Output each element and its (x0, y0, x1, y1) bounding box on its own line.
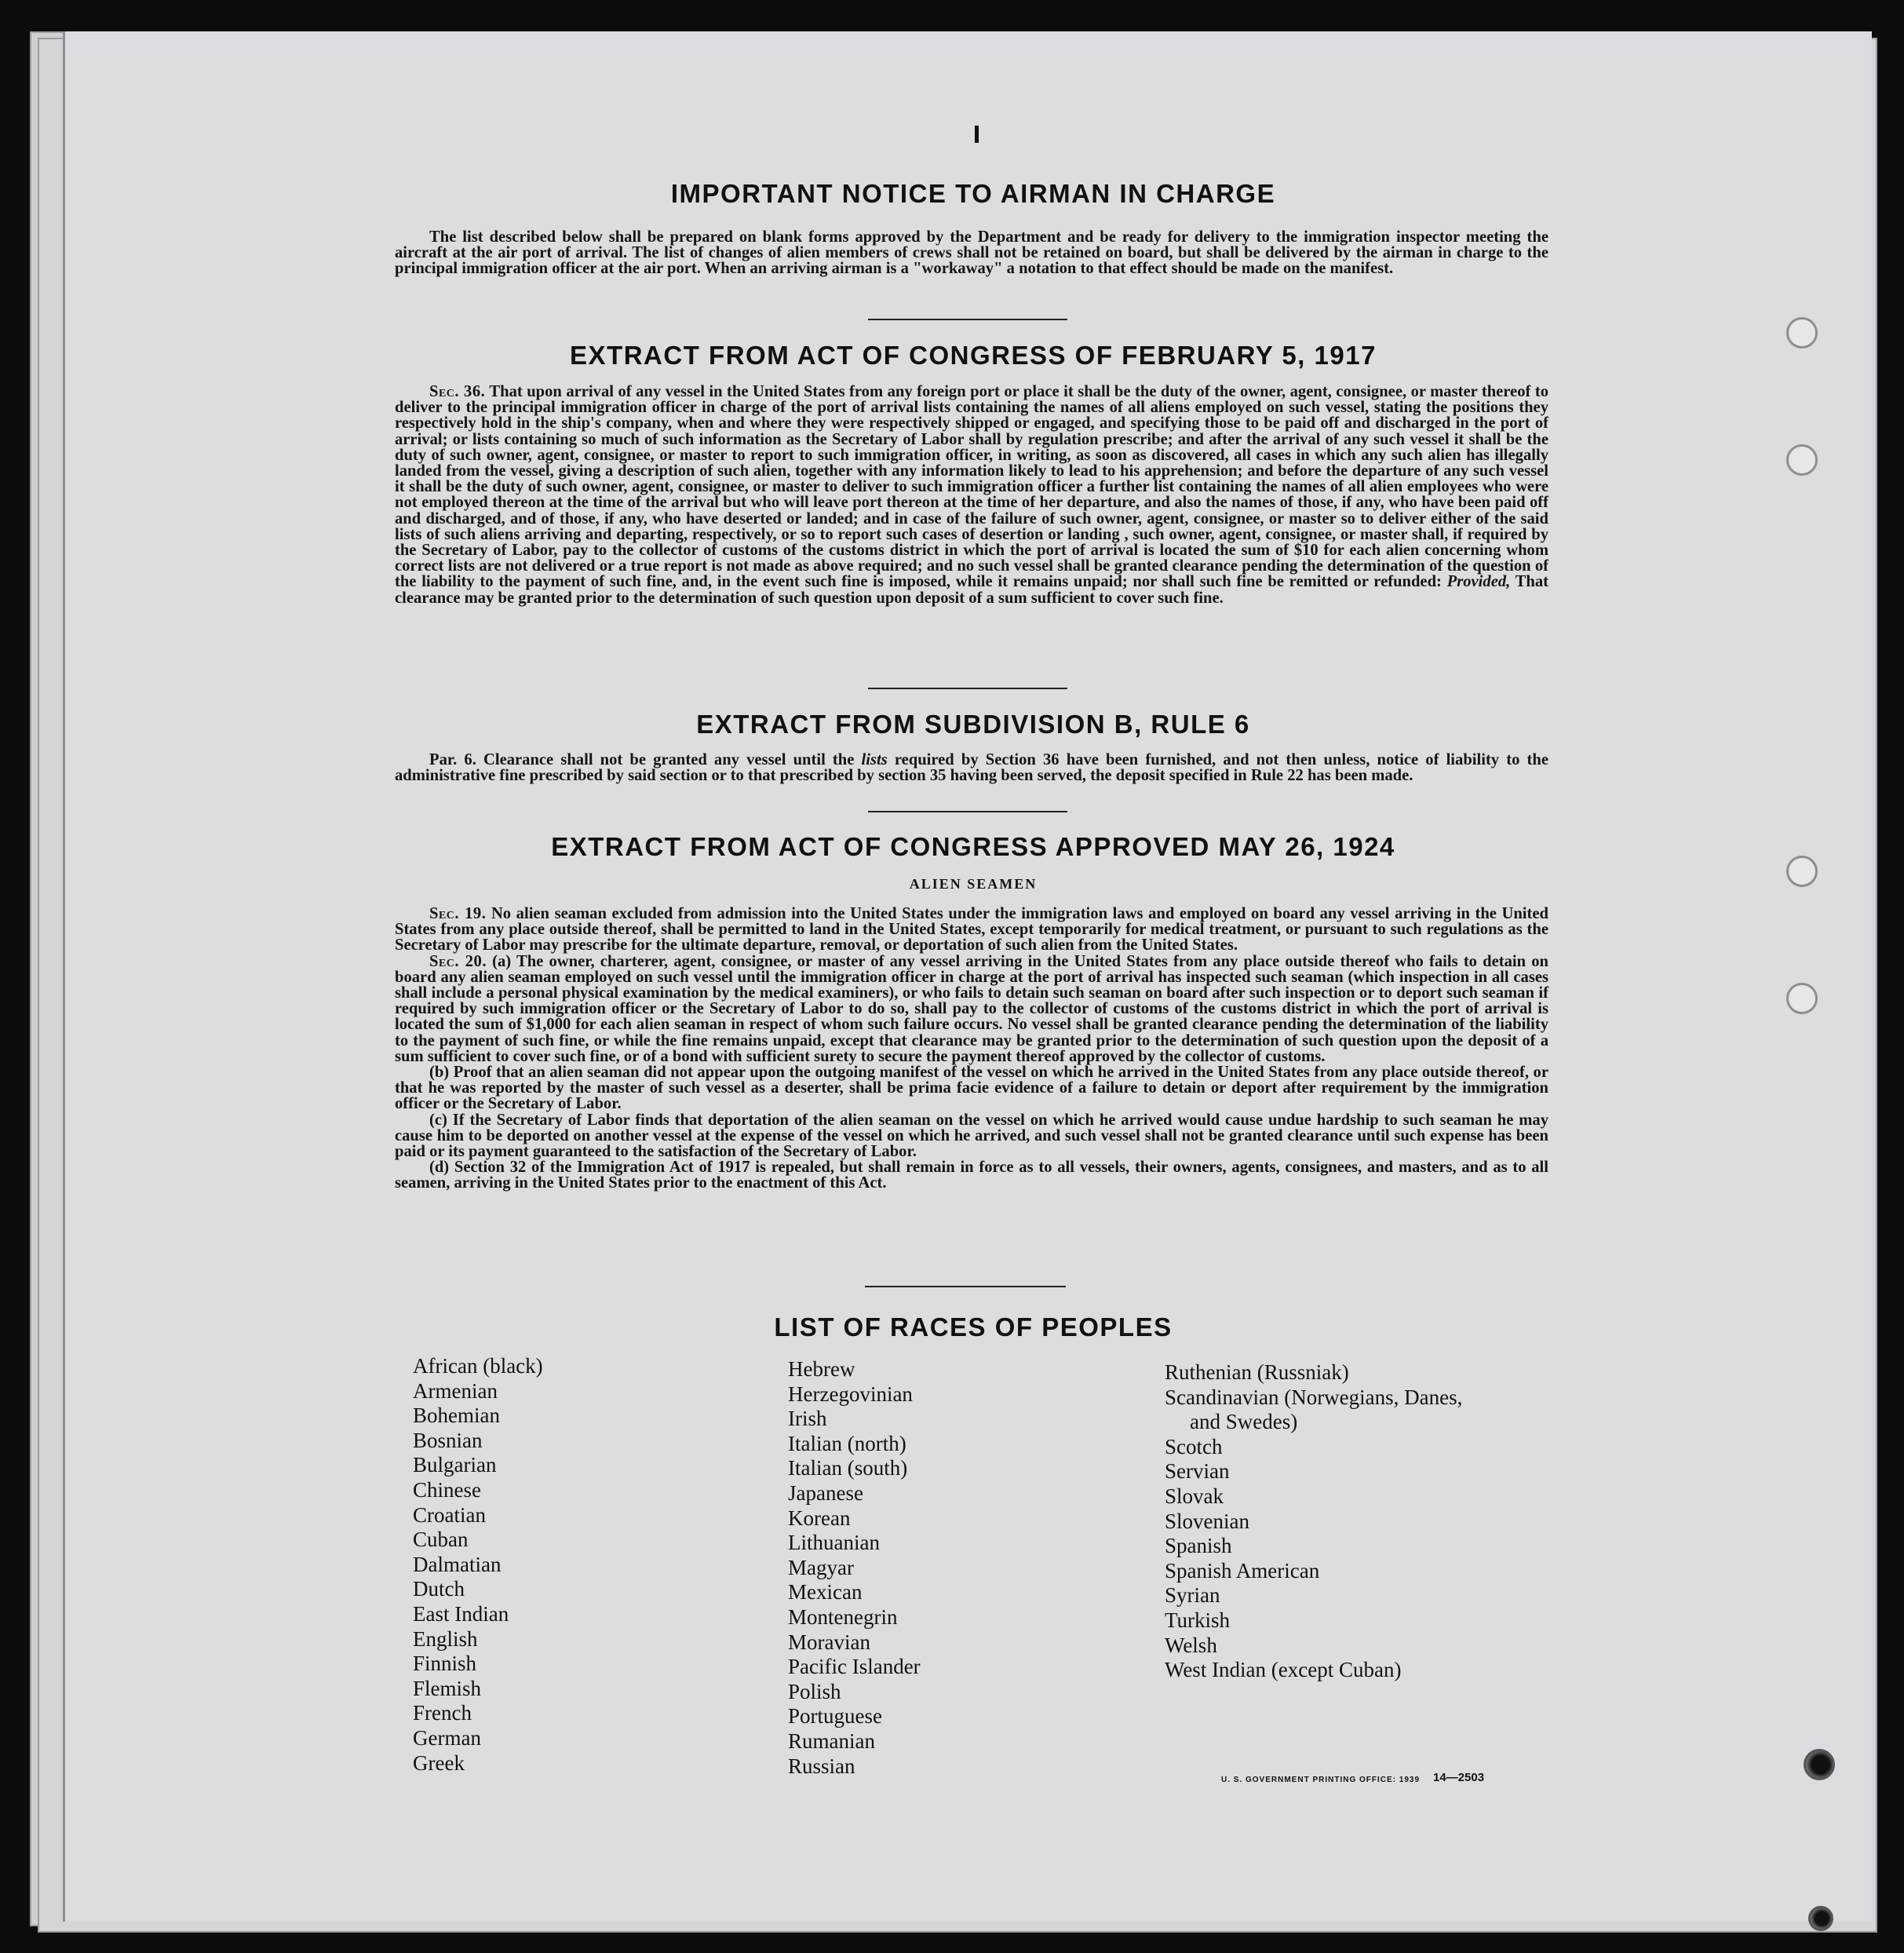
rule-6-text-cont: required by Section 36 have been furnished, and not then unless, notice of liability to the administrative fine prescribed by said section or to that prescribed by section 35 having been served, the deposit specified in Rule 22 has been made. (395, 751, 1548, 785)
race-item: Moravian (788, 1630, 870, 1654)
race-item: Slovak (1165, 1484, 1224, 1508)
alien-seamen-subheading: ALIEN SEAMEN (909, 876, 1038, 892)
act-1917-heading: EXTRACT FROM ACT OF CONGRESS OF FEBRUARY 5, 1917 (570, 341, 1377, 370)
notice-heading: IMPORTANT NOTICE TO AIRMAN IN CHARGE (670, 179, 1276, 208)
race-item: Welsh (1165, 1633, 1217, 1657)
rule-6-heading: EXTRACT FROM SUBDIVISION B, RULE 6 (696, 710, 1250, 739)
race-item: Slovenian (1165, 1509, 1249, 1533)
race-item: Servian (1165, 1459, 1230, 1484)
divider (868, 319, 1067, 320)
race-item: Armenian (413, 1378, 498, 1403)
form-number: 14—2503 (1433, 1771, 1485, 1784)
punch-hole (1786, 317, 1818, 349)
race-item: West Indian (except Cuban) (1165, 1658, 1402, 1682)
top-mark (975, 126, 979, 143)
race-item: Ruthenian (Russniak) (1165, 1360, 1349, 1384)
section-label: Sec. 19. (429, 905, 487, 922)
race-item: Hebrew (788, 1357, 855, 1381)
lists-word: lists (861, 751, 888, 768)
races-column-3 (1165, 1360, 1462, 1683)
rule-6-paragraph (395, 752, 1548, 783)
race-item: Finnish (413, 1652, 477, 1676)
race-item: English (413, 1626, 478, 1651)
race-item: African (black) (413, 1354, 543, 1378)
rule-6-text: Par. 6. Clearance shall not be granted any vessel until the (429, 751, 855, 768)
race-item: Turkish (1165, 1608, 1231, 1632)
race-item: French (413, 1701, 472, 1725)
punch-hole (1786, 444, 1818, 476)
races-heading: LIST OF RACES OF PEOPLES (774, 1312, 1173, 1342)
act-1917-paragraph (395, 384, 1548, 606)
race-item: Greek (413, 1750, 465, 1775)
section-label: Sec. 36. (429, 383, 486, 400)
races-column-2 (788, 1357, 921, 1779)
race-item: Chinese (413, 1477, 481, 1502)
race-item: Flemish (413, 1676, 482, 1700)
race-item: German (413, 1725, 481, 1750)
act-1924-paragraphs (395, 906, 1548, 1192)
race-item: Cuban (413, 1528, 469, 1552)
bleed-through-text (141, 182, 148, 209)
printing-office-imprint: U. S. GOVERNMENT PRINTING OFFICE: 1939 (1221, 1776, 1421, 1784)
punch-hole (1808, 1906, 1833, 1931)
race-item: Herzegovinian (788, 1382, 913, 1406)
race-item: Scandinavian (Norwegians, Danes, (1165, 1385, 1463, 1409)
race-item: Irish (788, 1407, 827, 1431)
races-column-1 (413, 1354, 543, 1776)
race-item: Syrian (1165, 1583, 1220, 1608)
race-item: Croatian (413, 1502, 486, 1527)
act-1917-text-end: That clearance may be granted prior to the determination of such question upon deposit of a sum sufficient to cover such fine. (395, 573, 1549, 607)
race-item: Mexican (788, 1580, 863, 1604)
divider (865, 1286, 1066, 1287)
race-item: Pacific Islander (788, 1655, 921, 1679)
race-item: Spanish (1165, 1534, 1232, 1558)
race-item: Japanese (788, 1480, 863, 1505)
race-item: Polish (788, 1679, 841, 1703)
race-item: East Indian (413, 1601, 509, 1626)
sec-20b-text: (b) Proof that an alien seaman did not appear upon the outgoing manifest of the vessel on which he arrived in the United States from any place outside thereof, or that he was reported by the master of such vessel as a deserter, shall be prima facie evidence of a failure to detain or deport after requirement by the immigration officer or the Secretary of Labor. (395, 1064, 1548, 1113)
race-item: Italian (south) (788, 1456, 908, 1480)
punch-hole (1786, 856, 1818, 887)
race-item: Portuguese (788, 1704, 882, 1728)
section-label: Sec. 20. (429, 952, 487, 970)
race-item: Russian (788, 1754, 855, 1778)
race-item: Magyar (788, 1555, 854, 1579)
act-1917-text: That upon arrival of any vessel in the United States from any foreign port or place it shall be the duty of the owner, agent, consignee, or master thereof to deliver to the principal immigration officer in charge of the port of arrival lists containing the names of all aliens employed on such vessel, stating the positions they respectively hold in the ship's company, when and where they were respectively shipped or engaged, and specifying those to be paid off and discharged in the port of arrival; or lists containing so much of such information as the Secretary of Labor shall by regulation prescribe; and after the arrival of any such vessel it shall be the duty of such owner, agent, consignee, or master to report to such immigration officer, in writing, as soon as discovered, all cases in which any such alien has illegally landed from the vessel, giving a description of such alien, together with any information likely to lead to his apprehension; and before the departure of any such vessel it shall be the duty of such owner, agent, consignee, or master to deliver to such immigration officer a further list containing the names of all alien employees who were not employed thereon at the time of the arrival but who will leave port thereon at the time of her departure, and also the names of those, if any, who have been paid off and discharged, and of those, if any, who have deserted or landed; and in case of the failure of such owner, agent, consignee, or master so to deliver either of the said lists of such aliens arriving and departing, respectively, or so to report such cases of desertion or landing , such owner, agent, consignee, or master shall, if required by the Secretary of Labor, pay to the collector of customs of the customs district in which the port of arrival is located the sum of $10 for each alien concerning whom correct lists are not delivered or a true report is not made as above required; and no such vessel shall be granted clearance pending the determination of the question of the liability to the payment of such fine, and, in the event such fine is imposed, while it remains unpaid; nor shall such fine be remitted or refunded: (395, 383, 1548, 591)
act-1924-heading: EXTRACT FROM ACT OF CONGRESS APPROVED MAY 26, 1924 (551, 832, 1395, 861)
race-item: and Swedes) (1190, 1410, 1298, 1434)
race-item: Rumanian (788, 1728, 875, 1753)
race-item: Korean (788, 1506, 851, 1530)
punch-hole (1786, 983, 1818, 1014)
provided-word: Provided, (1446, 573, 1511, 591)
sec-20a-text: (a) The owner, charterer, agent, consignee, or master of any vessel arriving in the United States from any place outside thereof who fails to detain on board any alien seaman employed on such vessel until the immigration officer in charge at the port of arrival has inspected such seaman (which inspection in all cases shall include a personal physical examination by the medical examiners), or who fails to detain such seaman on board after such inspection or to deport such seaman if required by such immigration officer or the Secretary of Labor to do so, shall pay to the collector of customs of the customs district in which the port of arrival is located the sum of $1,000 for each alien seaman in respect of whom such failure occurs. No vessel shall be granted clearance pending the determination of the liability to the payment of such fine, or while the fine remains unpaid, except that clearance may be granted prior to the determination of such question upon the deposit of a sum sufficient to cover such fine, or of a bond with sufficient surety to secure the payment thereof approved by the collector of customs. (395, 952, 1548, 1065)
race-item: Bulgarian (413, 1453, 497, 1477)
sec-20c-text: (c) If the Secretary of Labor finds that deportation of the alien seaman on the vessel on which he arrived would cause undue hardship to such seaman he may cause him to be deported on another vessel at the expense of the vessel on which he arrived, and such vessel shall not be granted clearance until such expense has been paid or its payment guaranteed to the satisfaction of the Secretary of Labor. (395, 1111, 1548, 1161)
race-item: Montenegrin (788, 1604, 898, 1629)
race-item: Spanish American (1165, 1558, 1320, 1582)
race-item: Dalmatian (413, 1552, 502, 1576)
divider (868, 688, 1067, 689)
punch-hole (1804, 1749, 1835, 1780)
race-item: Bosnian (413, 1428, 483, 1452)
race-item: Italian (north) (788, 1431, 906, 1455)
race-item: Dutch (413, 1577, 465, 1601)
race-item: Lithuanian (788, 1531, 880, 1555)
sec-19-text: No alien seaman excluded from admission into the United States under the immigration laws and employed on board any vessel arriving in the United States from any place outside thereof, shall be permitted to land in the United States, except temporarily for medical treatment, or pursuant to such regulations as the Secretary of Labor may prescribe for the ultimate departure, removal, or deportation of such alien from the United States. (395, 905, 1548, 955)
notice-text: The list described below shall be prepared on blank forms approved by the Department and be ready for delivery to the immigration inspector meeting the aircraft at the air port of arrival. The list of changes of alien members of crews shall not be retained on board, but shall be delivered by the airman in charge to the principal immigration officer at the air port. When an arriving airman is a "workaway" a notation to that effect should be made on the manifest. (395, 228, 1548, 278)
race-item: Scotch (1165, 1434, 1223, 1458)
race-item: Bohemian (413, 1404, 500, 1428)
divider (868, 811, 1067, 812)
notice-paragraph (395, 229, 1548, 277)
sec-20d-text: (d) Section 32 of the Immigration Act of 1917 is repealed, but shall remain in force as to all vessels, their owners, agents, consignees, and masters, and as to all seamen, arriving in the United States prior to the enactment of this Act. (395, 1159, 1548, 1192)
